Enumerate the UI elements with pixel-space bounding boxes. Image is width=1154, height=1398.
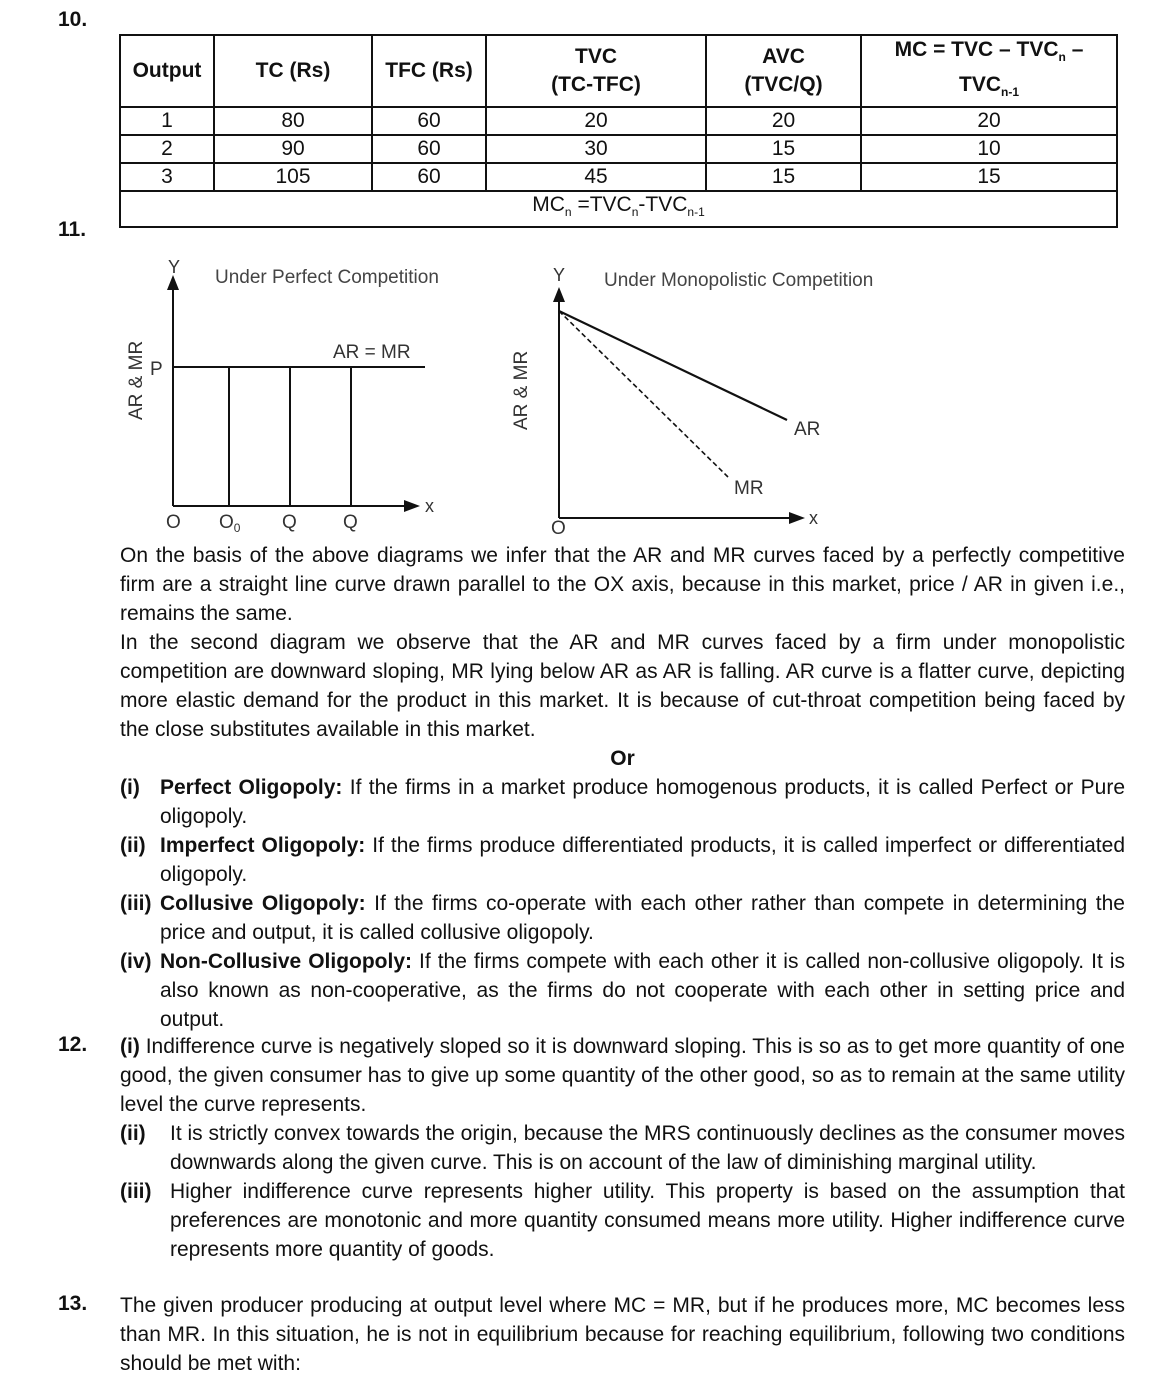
cell-avc: 15 (706, 163, 861, 191)
cell-tc: 90 (214, 135, 372, 163)
question-number-13: 13. (58, 1292, 88, 1315)
formula-tvc-sub: n (631, 205, 639, 220)
diagram2-y-axis-label: Y (553, 265, 566, 285)
q11-para1: On the basis of the above diagrams we infer that the AR and MR curves faced by a perfectly competitive firm are a straight line curve drawn parallel to the OX axis, because in this market, price / AR in given i.e., remains the same. (120, 544, 1125, 625)
diagram2-y-arrow (553, 287, 565, 302)
cell-mc: 20 (861, 107, 1117, 135)
table-row (120, 135, 1117, 163)
diagram-monopolistic-competition (511, 265, 873, 539)
q12-item (120, 1119, 1125, 1177)
header-mc-line1: MC = TVC – TVC (894, 38, 1059, 61)
cell-output: 1 (120, 107, 214, 135)
diagram1-tick-o0-main: O (219, 512, 234, 533)
item-text: If the firms in a market produce homogenous products, it is called Perfect or Pure oligopoly. (160, 776, 1126, 828)
item-text: If the firms produce differentiated products, it is called imperfect or differentiated oligopoly. (160, 834, 1125, 886)
cell-tfc: 60 (372, 107, 486, 135)
item-title: Perfect Oligopoly: (160, 776, 343, 799)
oligopoly-item (120, 947, 1125, 1034)
item-label: (ii) (120, 834, 146, 857)
table-row (120, 107, 1117, 135)
cell-tvc: 20 (486, 107, 706, 135)
cost-table (119, 34, 1118, 228)
cell-tfc: 60 (372, 163, 486, 191)
table-footer-row (120, 191, 1117, 226)
diagram1-x-arrow (404, 500, 420, 512)
diagram1-ar-mr-label: AR = MR (333, 342, 411, 363)
diagram1-y-arrow (167, 275, 179, 290)
cell-tvc: 45 (486, 163, 706, 191)
cell-output: 2 (120, 135, 214, 163)
diagram-perfect-competition (126, 257, 439, 535)
oligopoly-item (120, 889, 1125, 947)
header-avc-line2: (TVC/Q) (744, 73, 823, 97)
cell-avc: 20 (706, 107, 861, 135)
cell-avc: 15 (706, 135, 861, 163)
item-text: If the firms co-operate with each other rather than compete in determining the price and output, it is called collusive oligopoly. (160, 892, 1125, 944)
table-row (120, 163, 1117, 191)
diagram2-ar-label: AR (794, 419, 821, 440)
q12-item-1-text: Indifference curve is negatively sloped so it is downward sloping. This is so as to get more quantity of one good, the given consumer has to give up some quantity of the other good, so as to remain at the same utility level the curve represents. (120, 1035, 1125, 1116)
diagram1-ylabel: AR & MR (126, 340, 147, 420)
header-tvc-line2: (TC-TFC) (551, 73, 641, 97)
formula-mc: MC (532, 193, 565, 217)
header-avc-line1: AVC (762, 45, 805, 69)
question-number-11: 11. (58, 218, 87, 241)
item-title: Imperfect Oligopoly: (160, 834, 366, 857)
item-text: Higher indifference curve represents higher utility. This property is based on the assumption that preferences are monotonic and more quantity consumed means more utility. Higher indifference curve represents more quantity of goods. (170, 1180, 1125, 1261)
diagram1-y-axis-label: Y (168, 257, 181, 277)
item-label: (iii) (120, 892, 152, 915)
diagram2-mr-label: MR (734, 478, 764, 499)
item-label: (ii) (120, 1122, 146, 1145)
q11-text (120, 541, 1125, 1034)
header-mc-sub1: n (1058, 50, 1066, 65)
diagram2-mr-line (559, 311, 728, 477)
header-tvc (486, 35, 706, 107)
diagram2-ar-line (559, 311, 787, 420)
cell-mc: 10 (861, 135, 1117, 163)
q11-para2: In the second diagram we observe that the AR and MR curves faced by a firm under monopolistic competition are downward sloping, MR lying below AR as AR is falling. AR curve is a flatter curve, depicting more elastic demand for the product in this market. It is because of cut-throat competition being faced by the close substitutes available in this market. (120, 631, 1125, 741)
q13-paragraph: The given producer producing at output level where MC = MR, but if he produces more, MC becomes less than MR. In this situation, he is not in equilibrium because for reaching equilibrium, following two conditions should be met with: (120, 1294, 1125, 1375)
header-output: Output (120, 35, 214, 107)
mc-formula (120, 191, 1117, 226)
question-number-10: 10. (58, 8, 88, 31)
q12-item-1-label: (i) (120, 1035, 140, 1058)
diagram2-title: Under Monopolistic Competition (604, 270, 874, 291)
diagram1-origin: O (166, 512, 181, 533)
q12-item-1 (120, 1032, 1125, 1119)
question-number-12: 12. (58, 1033, 88, 1056)
table-header-row (120, 35, 1117, 107)
diagram1-title: Under Perfect Competition (215, 267, 439, 288)
header-tfc: TFC (Rs) (372, 35, 486, 107)
q12-text (120, 1032, 1125, 1264)
diagram2-x-arrow (789, 512, 805, 524)
cell-tc: 105 (214, 163, 372, 191)
formula-tvc-prev-sub: n-1 (687, 205, 705, 220)
item-title: Non-Collusive Oligopoly: (160, 950, 413, 973)
header-mc (861, 35, 1117, 107)
cell-tvc: 30 (486, 135, 706, 163)
item-label: (iv) (120, 950, 152, 973)
header-mc-line1-end: – (1065, 38, 1084, 61)
or-heading: Or (610, 747, 635, 770)
oligopoly-item (120, 831, 1125, 889)
header-tvc-line1: TVC (575, 45, 617, 69)
formula-tvc-prev: -TVC (638, 193, 688, 217)
diagram1-p-label: P (150, 359, 163, 380)
item-text: It is strictly convex towards the origin, because the MRS continuously declines as the consumer moves downwards along the given curve. This is on account of the law of diminishing marginal utility. (170, 1122, 1125, 1174)
diagram2-x-axis-label: x (809, 508, 818, 528)
diagram1-tick-o0-sub: 0 (233, 521, 241, 535)
formula-mc-sub: n (564, 205, 572, 220)
diagram1-tick-q1: Q (282, 512, 297, 533)
q13-text (120, 1291, 1125, 1378)
item-label: (iii) (120, 1180, 152, 1203)
item-title: Collusive Oligopoly: (160, 892, 366, 915)
diagram1-x-axis-label: x (425, 496, 434, 516)
item-label: (i) (120, 776, 140, 799)
header-mc-sub2: n-1 (1001, 85, 1019, 100)
diagram1-tick-q2: Q (343, 512, 358, 533)
diagram1-tick-o0 (219, 512, 241, 535)
oligopoly-item (120, 773, 1125, 831)
cell-tc: 80 (214, 107, 372, 135)
cell-mc: 15 (861, 163, 1117, 191)
cell-output: 3 (120, 163, 214, 191)
q12-item (120, 1177, 1125, 1264)
header-mc-line2: TVC (959, 73, 1001, 97)
header-avc (706, 35, 861, 107)
diagram2-origin: O (551, 518, 566, 539)
cell-tfc: 60 (372, 135, 486, 163)
item-text: If the firms compete with each other it is called non-collusive oligopoly. It is also known as non-cooperative, as the firms do not cooperate with each other in setting price and output. (160, 950, 1125, 1031)
header-tc: TC (Rs) (214, 35, 372, 107)
formula-tvc: =TVC (571, 193, 632, 217)
diagram2-ylabel: AR & MR (511, 350, 532, 430)
diagrams-q11 (0, 245, 1154, 545)
